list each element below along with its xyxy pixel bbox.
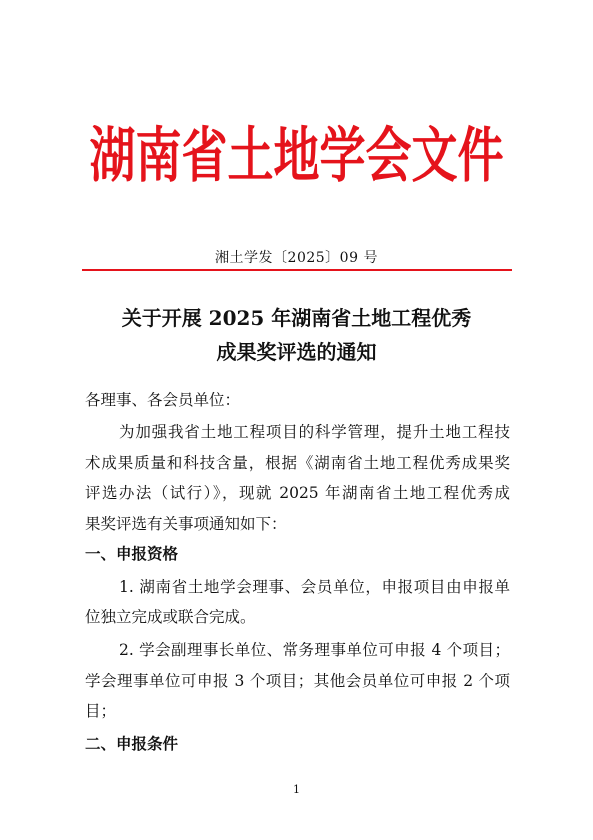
intro-line-2: 术成果质量和科技含量，根据《湖南省土地工程优秀成果奖 bbox=[85, 454, 510, 472]
item-2-line-2: 学会理事单位可申报 3 个项目；其他会员单位可申报 2 个项 bbox=[85, 672, 510, 690]
item-2-line-3: 目； bbox=[85, 702, 117, 720]
intro-line-4: 果奖评选有关事项通知如下： bbox=[85, 515, 287, 533]
notice-title-line-1: 关于开展 2025 年湖南省土地工程优秀 bbox=[121, 306, 472, 330]
org-header-title: 湖南省土地学会文件 bbox=[89, 119, 504, 191]
section-heading-eligibility: 一、申报资格 bbox=[85, 545, 179, 563]
section-heading-conditions: 二、申报条件 bbox=[85, 735, 179, 753]
notice-title-line-2: 成果奖评选的通知 bbox=[216, 340, 377, 364]
item-1-line-2: 位独立完成或联合完成。 bbox=[85, 608, 256, 626]
salutation: 各理事、各会员单位： bbox=[85, 391, 241, 409]
intro-line-3: 评选办法（试行）》，现就 2025 年湖南省土地工程优秀成 bbox=[85, 484, 510, 502]
intro-line-1: 为加强我省土地工程项目的科学管理，提升土地工程技 bbox=[119, 423, 510, 441]
document-number: 湘土学发〔2025〕09 号 bbox=[215, 250, 378, 266]
page-number: 1 bbox=[293, 783, 300, 796]
item-1-line-1: 1. 湖南省土地学会理事、会员单位，申报项目由申报单 bbox=[119, 578, 510, 596]
item-2-line-1: 2. 学会副理事长单位、常务理事单位可申报 4 个项目； bbox=[119, 641, 510, 659]
red-separator-rule bbox=[82, 269, 512, 271]
